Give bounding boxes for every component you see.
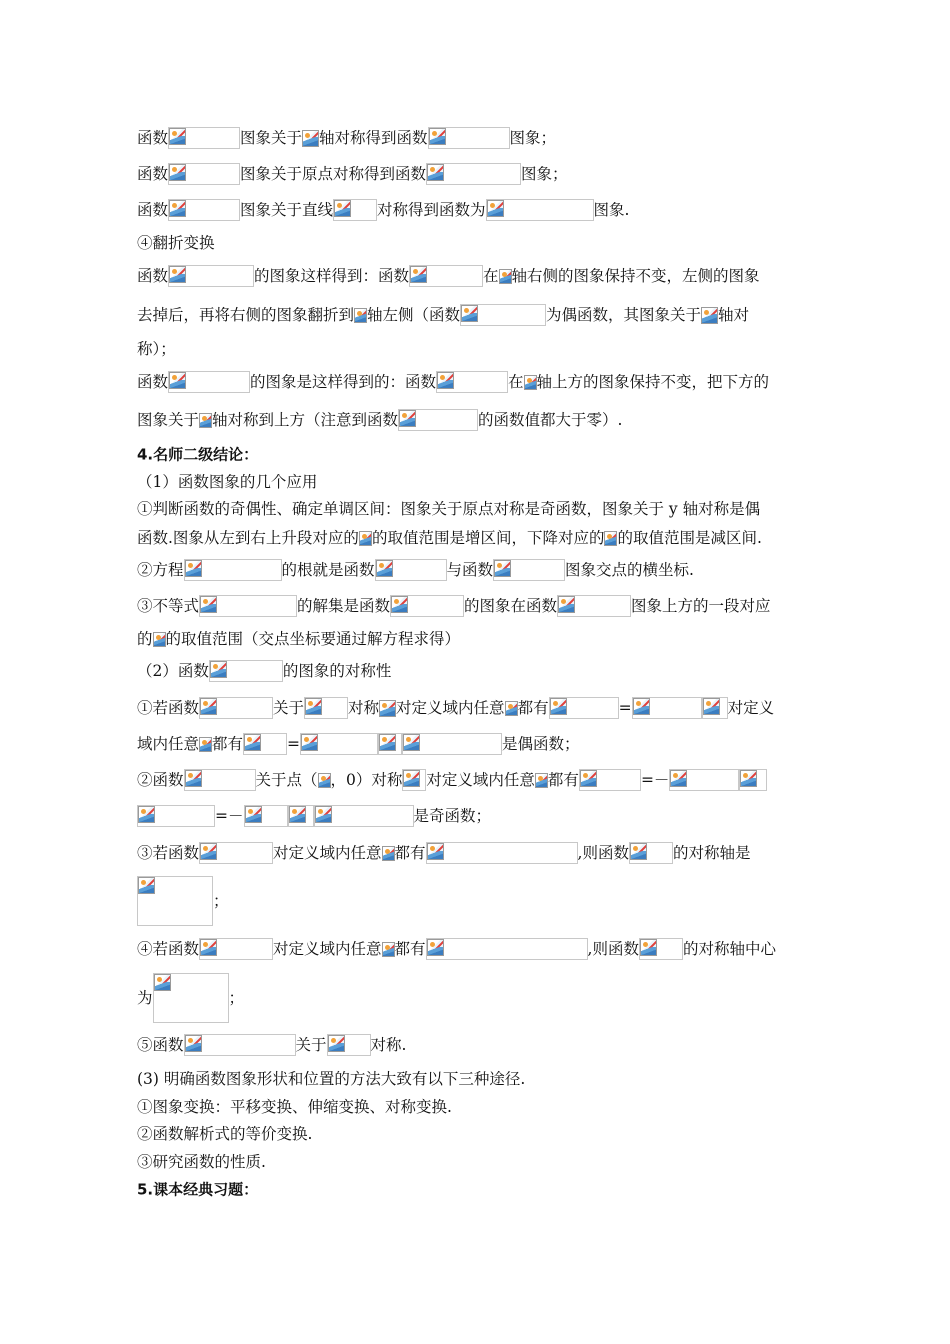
- formula-placeholder: [390, 595, 464, 617]
- text-run: ②函数解析式的等价变换.: [137, 1125, 313, 1143]
- text-run: 的图象在函数: [464, 597, 558, 615]
- text-run: 都有: [394, 844, 426, 862]
- text-run: ②方程: [137, 561, 184, 579]
- broken-image-icon: [535, 773, 548, 788]
- formula-placeholder: [409, 265, 483, 287]
- text-run: 对定义: [727, 699, 775, 717]
- broken-image-icon: [289, 806, 306, 823]
- formula-placeholder: [486, 199, 594, 221]
- text-run: 的对称轴中心: [682, 940, 776, 958]
- text-run: ④翻折变换: [137, 234, 215, 252]
- formula-placeholder: [314, 805, 414, 827]
- broken-image-icon: [305, 698, 322, 715]
- text-line: [137, 660, 391, 682]
- broken-image-icon: [604, 531, 617, 546]
- formula-placeholder: [300, 733, 378, 755]
- formula-placeholder: [398, 409, 478, 431]
- text-run: 关于: [273, 699, 305, 717]
- text-run: 图象交点的横坐标.: [565, 561, 694, 579]
- text-line: [137, 769, 767, 791]
- text-run: 图象；: [521, 165, 568, 183]
- text-run: =: [618, 699, 632, 717]
- formula-placeholder: [168, 199, 240, 221]
- broken-image-icon: [427, 843, 444, 860]
- text-line: [137, 1034, 406, 1056]
- broken-image-icon: [245, 806, 262, 823]
- text-run: ③若函数: [137, 844, 200, 862]
- text-run: 图象上方的一段对应: [631, 597, 771, 615]
- formula-placeholder: [739, 769, 767, 791]
- formula-placeholder: [426, 163, 521, 185]
- formula-placeholder: [333, 199, 377, 221]
- broken-image-icon: [487, 200, 504, 217]
- formula-placeholder: [402, 733, 502, 755]
- formula-placeholder: [402, 769, 426, 791]
- broken-image-icon: [185, 1035, 202, 1052]
- broken-image-icon: [461, 305, 478, 322]
- text-run: ②函数: [137, 771, 184, 789]
- text-run: 都有: [517, 699, 549, 717]
- text-run: ①判断函数的奇偶性、确定单调区间：图象关于原点对称是奇函数，图象关于 y 轴对称是偶: [137, 500, 761, 518]
- formula-placeholder: [378, 733, 402, 755]
- section-heading: [137, 1179, 258, 1200]
- text-run: 轴左侧（函数: [367, 306, 461, 324]
- text-run: 对称: [348, 699, 380, 717]
- formula-placeholder: [460, 304, 546, 326]
- broken-image-icon: [429, 128, 446, 145]
- text-run: 与函数: [446, 561, 494, 579]
- text-line: [137, 371, 769, 393]
- formula-placeholder: [199, 842, 273, 864]
- text-line: [137, 595, 771, 617]
- text-run: 的图象这样得到：函数: [254, 267, 410, 285]
- text-line: [137, 1151, 266, 1172]
- broken-image-icon: [154, 974, 171, 991]
- formula-placeholder: [549, 697, 619, 719]
- formula-placeholder: [168, 163, 240, 185]
- text-line: [137, 338, 176, 359]
- formula-placeholder: [168, 265, 254, 287]
- text-line: [137, 733, 580, 755]
- text-run: 的图象是这样得到的：函数: [250, 373, 437, 391]
- formula-placeholder: [168, 371, 250, 393]
- broken-image-icon: [334, 200, 351, 217]
- formula-placeholder: [244, 805, 288, 827]
- broken-image-icon: [499, 269, 512, 284]
- broken-image-icon: [403, 770, 420, 787]
- section-heading: [137, 444, 258, 465]
- broken-image-icon: [580, 770, 597, 787]
- text-run: 对定义域内任意: [426, 771, 535, 789]
- formula-placeholder: [243, 733, 287, 755]
- text-line: [137, 559, 694, 581]
- text-run: 图象关于原点对称得到函数: [240, 165, 427, 183]
- text-line: [137, 842, 751, 864]
- broken-image-icon: [199, 413, 212, 428]
- formula-placeholder: [184, 769, 256, 791]
- formula-placeholder: [137, 805, 215, 827]
- text-run: 图象关于直线: [240, 201, 334, 219]
- text-line: [137, 938, 776, 960]
- formula-placeholder: [304, 697, 348, 719]
- heading-text: 5.课本经典习题：: [137, 1180, 259, 1199]
- formula-placeholder: [137, 876, 213, 926]
- broken-image-icon: [382, 846, 395, 861]
- formula-placeholder: [209, 660, 283, 682]
- broken-image-icon: [670, 770, 687, 787]
- broken-image-icon: [354, 308, 367, 323]
- broken-image-icon: [427, 939, 444, 956]
- text-run: 图象；: [509, 129, 557, 147]
- text-run: 对称.: [370, 1036, 407, 1054]
- text-run: 图象关于: [137, 411, 200, 429]
- broken-image-icon: [200, 596, 217, 613]
- broken-image-icon: [701, 307, 718, 324]
- text-run: 函数: [137, 373, 169, 391]
- broken-image-icon: [524, 375, 537, 390]
- text-run: ①图象变换：平移变换、伸缩变换、对称变换.: [137, 1098, 452, 1116]
- broken-image-icon: [315, 806, 332, 823]
- text-run: 的取值范围是增区间，下降对应的: [371, 529, 605, 547]
- broken-image-icon: [391, 596, 408, 613]
- text-run: 的根就是函数: [281, 561, 375, 579]
- broken-image-icon: [318, 773, 331, 788]
- broken-image-icon: [244, 734, 261, 751]
- broken-image-icon: [703, 698, 720, 715]
- broken-image-icon: [403, 734, 420, 751]
- text-run: 为: [137, 989, 153, 1007]
- broken-image-icon: [359, 531, 372, 546]
- text-run: ⑤函数: [137, 1036, 184, 1054]
- text-run: （2）函数: [137, 662, 209, 680]
- text-run: 函数.图象从左到右上升段对应的: [137, 529, 359, 547]
- text-run: ,则函数: [587, 940, 639, 958]
- text-run: ,则函数: [577, 844, 629, 862]
- formula-placeholder: [199, 697, 273, 719]
- formula-placeholder: [184, 1034, 296, 1056]
- formula-placeholder: [375, 559, 447, 581]
- text-run: 轴上方的图象保持不变，把下方的: [536, 373, 770, 391]
- formula-placeholder: [579, 769, 641, 791]
- formula-placeholder: [428, 127, 510, 149]
- broken-image-icon: [199, 737, 212, 752]
- text-line: [137, 199, 629, 221]
- formula-placeholder: [493, 559, 565, 581]
- text-run: 轴对称到上方（注意到函数: [212, 411, 399, 429]
- text-line: [137, 972, 244, 1023]
- text-run: 对定义域内任意: [273, 844, 382, 862]
- text-run: 对定义域内任意: [396, 699, 505, 717]
- text-line: [137, 304, 749, 326]
- text-run: 函数: [137, 165, 169, 183]
- broken-image-icon: [200, 939, 217, 956]
- formula-placeholder: [199, 595, 297, 617]
- broken-image-icon: [410, 266, 427, 283]
- formula-placeholder: [629, 842, 673, 864]
- broken-image-icon: [427, 164, 444, 181]
- text-run: =－: [215, 807, 244, 825]
- broken-image-icon: [210, 661, 227, 678]
- text-run: 去掉后，再将右侧的图象翻折到: [137, 306, 355, 324]
- broken-image-icon: [185, 560, 202, 577]
- text-run: 函数: [137, 267, 169, 285]
- broken-image-icon: [550, 698, 567, 715]
- broken-image-icon: [505, 701, 518, 716]
- text-line: [137, 409, 622, 431]
- broken-image-icon: [630, 843, 647, 860]
- formula-placeholder: [426, 842, 578, 864]
- text-run: 的解集是函数: [297, 597, 391, 615]
- text-run: 都有: [394, 940, 426, 958]
- broken-image-icon: [437, 372, 454, 389]
- broken-image-icon: [494, 560, 511, 577]
- text-run: ①若函数: [137, 699, 200, 717]
- text-run: ③不等式: [137, 597, 200, 615]
- text-run: （1）函数图象的几个应用: [137, 473, 318, 491]
- broken-image-icon: [169, 200, 186, 217]
- text-run: ，0）对称: [330, 771, 403, 789]
- text-line: [137, 232, 215, 253]
- text-run: =－: [640, 771, 670, 789]
- broken-image-icon: [382, 942, 395, 957]
- text-line: [137, 163, 568, 185]
- text-line: [137, 628, 460, 649]
- text-run: 的函数值都大于零）.: [478, 411, 623, 429]
- broken-image-icon: [169, 372, 186, 389]
- text-run: 的取值范围（交点坐标要通过解方程求得）: [165, 630, 461, 648]
- text-run: 轴对称得到函数: [319, 129, 428, 147]
- text-run: ③研究函数的性质.: [137, 1153, 266, 1171]
- text-line: [137, 697, 774, 719]
- text-run: 的: [137, 630, 153, 648]
- text-run: 关于点（: [255, 771, 318, 789]
- text-line: [137, 498, 760, 519]
- text-run: 轴右侧的图象保持不变，左侧的图象: [511, 267, 760, 285]
- formula-placeholder: [288, 805, 314, 827]
- text-run: 在: [483, 267, 499, 285]
- broken-image-icon: [138, 806, 155, 823]
- text-run: 在: [508, 373, 524, 391]
- heading-text: 4.名师二级结论：: [137, 445, 259, 464]
- text-line: [137, 1123, 312, 1144]
- text-run: 轴对: [718, 306, 750, 324]
- broken-image-icon: [633, 698, 650, 715]
- broken-image-icon: [376, 560, 393, 577]
- text-run: (3) 明确函数图象形状和位置的方法大致有以下三种途径.: [137, 1070, 526, 1088]
- text-run: 域内任意: [137, 735, 200, 753]
- broken-image-icon: [328, 1035, 345, 1052]
- broken-image-icon: [640, 939, 657, 956]
- text-run: 对定义域内任意: [273, 940, 382, 958]
- broken-image-icon: [169, 164, 186, 181]
- text-run: 称）；: [137, 340, 176, 358]
- broken-image-icon: [153, 632, 166, 647]
- text-line: [137, 265, 760, 287]
- text-run: 图象关于: [240, 129, 303, 147]
- broken-image-icon: [740, 770, 757, 787]
- broken-image-icon: [138, 877, 155, 894]
- formula-placeholder: [199, 938, 273, 960]
- text-line: [137, 471, 317, 492]
- formula-placeholder: [702, 697, 728, 719]
- text-run: ④若函数: [137, 940, 200, 958]
- formula-placeholder: [168, 127, 240, 149]
- text-run: 的对称轴是: [672, 844, 751, 862]
- text-run: ；: [228, 989, 245, 1007]
- broken-image-icon: [200, 843, 217, 860]
- text-line: [137, 527, 762, 548]
- text-line: [137, 875, 229, 926]
- broken-image-icon: [399, 410, 416, 427]
- text-run: ；: [213, 892, 229, 910]
- text-run: 的取值范围是减区间.: [617, 529, 762, 547]
- broken-image-icon: [185, 770, 202, 787]
- formula-placeholder: [184, 559, 282, 581]
- formula-placeholder: [327, 1034, 371, 1056]
- broken-image-icon: [200, 698, 217, 715]
- formula-placeholder: [669, 769, 739, 791]
- text-line: [137, 1096, 452, 1117]
- formula-placeholder: [153, 973, 229, 1023]
- broken-image-icon: [302, 130, 319, 147]
- formula-placeholder: [426, 938, 588, 960]
- text-line: [137, 1068, 525, 1089]
- text-run: 是奇函数；: [413, 807, 492, 825]
- broken-image-icon: [558, 596, 575, 613]
- broken-image-icon: [301, 734, 318, 751]
- text-run: 是偶函数；: [502, 735, 580, 753]
- text-line: [137, 127, 556, 149]
- text-run: 的图象的对称性: [282, 662, 392, 680]
- broken-image-icon: [169, 266, 186, 283]
- text-run: 都有: [212, 735, 244, 753]
- broken-image-icon: [169, 128, 186, 145]
- text-run: 都有: [547, 771, 579, 789]
- text-run: 为偶函数，其图象关于: [546, 306, 702, 324]
- broken-image-icon: [379, 734, 396, 751]
- text-run: 函数: [137, 201, 169, 219]
- broken-image-icon: [379, 700, 396, 717]
- formula-placeholder: [436, 371, 508, 393]
- formula-placeholder: [632, 697, 702, 719]
- text-run: =: [287, 735, 301, 753]
- text-run: 对称得到函数为: [377, 201, 486, 219]
- formula-placeholder: [557, 595, 631, 617]
- text-line: [137, 805, 491, 827]
- text-run: 函数: [137, 129, 169, 147]
- formula-placeholder: [639, 938, 683, 960]
- text-run: 图象.: [593, 201, 630, 219]
- text-run: 关于: [295, 1036, 327, 1054]
